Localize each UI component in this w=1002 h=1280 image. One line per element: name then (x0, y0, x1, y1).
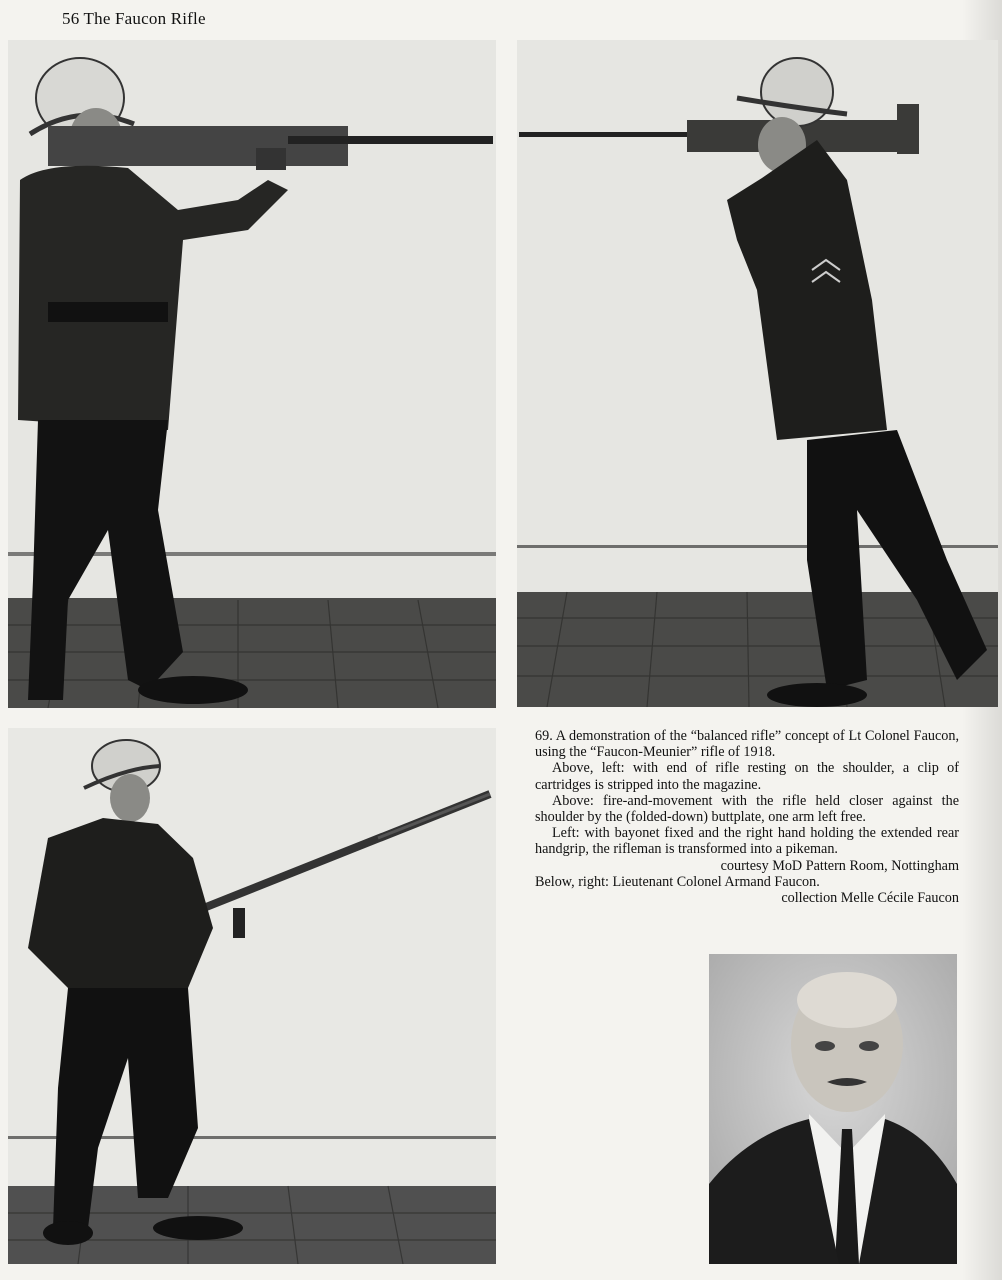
caption-para1: 69. A demonstration of the “balanced rifle” concept of Lt Colonel Faucon, using the “Faucon-Meunier” rifle of 1918. (535, 728, 959, 761)
caption-para2: Above, left: with end of rifle resting on the shoulder, a clip of cartridges is stripped into the magazine. (535, 760, 959, 793)
photo-bottom-left (8, 728, 496, 1264)
figure-caption (535, 728, 959, 906)
credit-pattern-room: courtesy MoD Pattern Room, Nottingham (720, 857, 959, 874)
caption-para3: Above: fire-and-movement with the rifle held closer against the shoulder by the (folded-down) buttplate, one arm left free. (535, 792, 959, 826)
credit-collection: collection Melle Cécile Faucon (781, 890, 959, 907)
running-head: 56 The Faucon Rifle (62, 9, 206, 28)
caption-para5: Below, right: Lieutenant Colonel Armand Faucon. (535, 873, 820, 890)
photo-top-right (517, 40, 998, 707)
photo-top-left (8, 40, 496, 708)
caption-para4 (535, 825, 959, 874)
photo-portrait (709, 954, 957, 1264)
caption-para4-text: Left: with bayonet fixed and the right hand holding the extended rear handgrip, the rifleman is transformed into a pikeman. (535, 825, 959, 858)
